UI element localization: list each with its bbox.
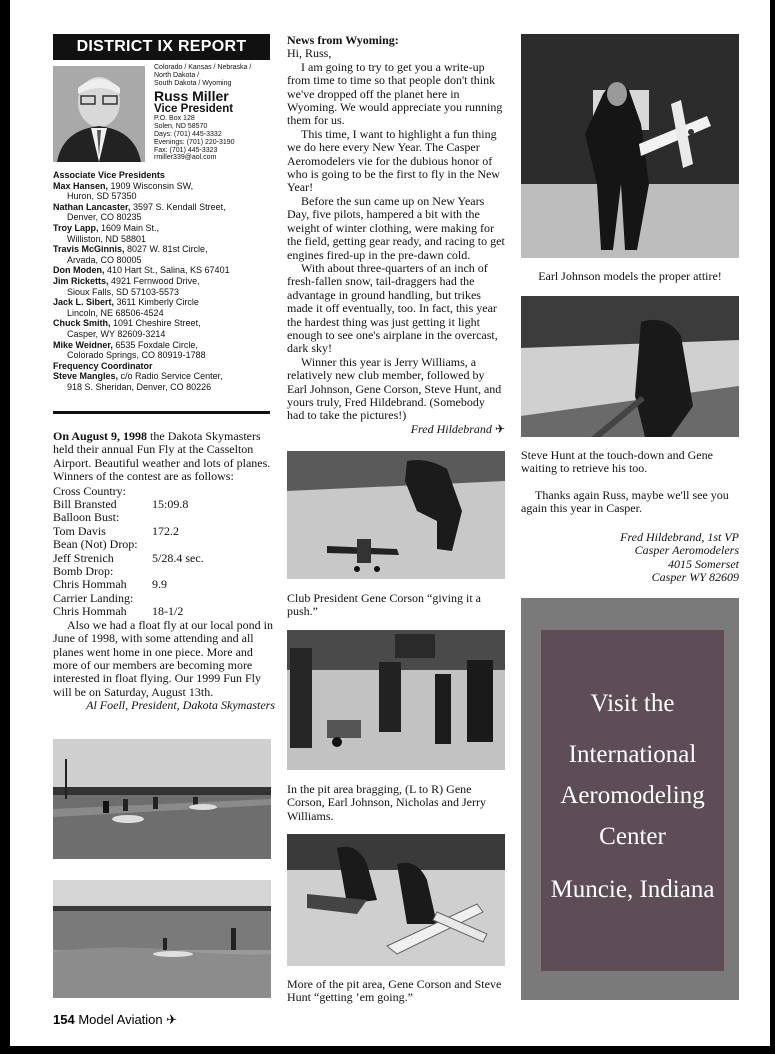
result-row: Chris Hommah 9.9 [53, 577, 167, 592]
fred-sig-line: Fred Hildebrand, 1st VP [620, 530, 739, 544]
wyoming-paragraph: Before the sun came up on New Years Day, five pilots, hampered a bit with the weight of winter clothing, were making for the field, getting gear ready, and racing to get engines fired-up in the pre-dawn cold. [287, 193, 505, 262]
results-table [53, 485, 275, 619]
steve-caption: Steve Hunt at the touch-down and Gene waiting to retrieve his too. [521, 448, 713, 476]
assoc-person: Jim Ricketts, 4921 Fernwood Drive, Sioux Falls, SD 57103-5573 [53, 275, 200, 297]
vp-email: rmiller339@aol.com [154, 154, 217, 162]
section-divider [53, 411, 270, 414]
assoc-person: Max Hansen, 1909 Wisconsin SW, Huron, SD 57350 [53, 180, 194, 202]
district-header: DISTRICT IX REPORT [53, 34, 270, 60]
assoc-person: Jack L. Sibert, 3611 Kimberly Circle Lincoln, NE 68506-4524 [53, 297, 199, 318]
ad-line: Visit the [590, 690, 675, 717]
ad-line: International [568, 741, 697, 768]
magazine-name: Model Aviation [78, 1012, 163, 1027]
result-row: Tom Davis 172.2 [53, 523, 179, 538]
vp-portrait-photo [53, 66, 145, 162]
freq-coordinator: Steve Mangles, c/o Radio Service Center, 918 S. Sheridan, Denver, CO 80226 [53, 371, 223, 392]
assoc-person: Mike Weidner, 6535 Foxdale Circle, Colorado Springs, CO 80919-1788 [53, 339, 206, 361]
page-footer [53, 1012, 177, 1028]
assoc-person: Don Moden, 410 Hart St., Salina, KS 67401 [53, 265, 230, 276]
wyoming-paragraph: I am going to try to get you a write-up from time to time so that people don't think we've dropped off the planet here in Wyoming. We would appreciate you running them for us. [287, 59, 503, 128]
result-row: Chris Hommah 18-1/2 [53, 604, 184, 619]
vp-fax: Fax: (701) 445-3323 [154, 146, 218, 154]
fred-sig-line: 4015 Somerset [668, 556, 739, 571]
dakota-paragraph: Also we had a float fly at our local pond in June of 1998, with some attending and all planes went home in one piece. More and more of our members are becoming more interested in float flying. Our 1999 Fun Fly will be on Saturday, August 13th. [53, 617, 273, 699]
ad-line: Muncie, Indiana [550, 876, 715, 903]
result-row: Carrier Landing: [53, 590, 134, 605]
assoc-person: Troy Lapp, 1609 Main St., Williston, ND 58801 [53, 222, 160, 244]
assoc-person: Nathan Lancaster, 3597 S. Kendall Street, Denver, CO 80235 [53, 201, 226, 223]
earl-johnson-photo [521, 34, 739, 258]
fred-sig-line: Casper Aeromodelers [634, 543, 739, 558]
float-fly-photo [53, 880, 271, 998]
earl-caption: Earl Johnson models the proper attire! [538, 269, 722, 283]
vp-states: South Dakota / Wyoming [154, 79, 232, 87]
funfly-photo [53, 739, 271, 859]
dakota-lead: On August 9, 1998 the Dakota Skymasters held their annual Fun Fly at the Casselton Airport. Beautiful weather and lots of planes. Winners of the contest are as follows: [53, 429, 271, 484]
airplane-icon: ✈ [166, 1012, 178, 1027]
corson-push-photo [287, 451, 505, 579]
vp-name: Russ Miller [154, 88, 229, 105]
pit-caption-2: More of the pit area, Gene Corson and Steve Hunt “getting ’em going.” [287, 977, 502, 1005]
page-number: 154 [53, 1012, 75, 1027]
result-row: Cross Country: [53, 483, 127, 498]
wyoming-paragraph: This time, I want to highlight a fun thing we do here every New Year. The Casper Aeromodelers vie for the dubious honor of who is going to be the first to fly in the New Year! [287, 126, 500, 195]
freq-heading: Frequency Coordinator [53, 360, 153, 371]
pit-caption-1: In the pit area bragging, (L to R) Gene Corson, Earl Johnson, Nicholas and Jerry Williams. [287, 782, 486, 823]
fred-sig-line: Casper WY 82609 [651, 570, 739, 585]
pit-area-photo-2 [287, 834, 505, 966]
corson-caption: Club President Gene Corson “giving it a push.” [287, 591, 481, 619]
vp-phone: Evenings: (701) 220-3190 [154, 138, 235, 146]
pit-area-photo [287, 630, 505, 770]
ad-text-panel [541, 630, 724, 971]
wyoming-signoff: Fred Hildebrand ✈ [410, 421, 505, 436]
result-row: Bill Bransted 15:09.8 [53, 497, 189, 512]
wyoming-paragraph: Winner this year is Jerry Williams, a relatively new club member, followed by Earl Johnson, Gene Corson, Steve Hunt, and yours truly, Fred Hildebrand. (Somebody had to take the pictures!) [287, 354, 502, 423]
vp-states: Colorado / Kansas / Nebraska / [154, 64, 252, 71]
vp-address: Solen, ND 58570 [154, 123, 208, 131]
wyoming-paragraph: With about three-quarters of an inch of fresh-fallen snow, tail-draggers had the advantage in ground handling, but trikes made it off eventually, too. In fact, this year the hardest thing was just getting it light enough to see one's airplane in the overcast, dark sky! [287, 260, 498, 356]
assoc-heading: Associate Vice Presidents [53, 170, 165, 180]
magazine-page [10, 0, 770, 1046]
wyoming-article [287, 34, 505, 436]
result-row: Balloon Bust: [53, 510, 120, 525]
dakota-article [53, 430, 275, 713]
result-row: Bean (Not) Drop: [53, 537, 138, 552]
ad-line: Aeromodeling [560, 782, 705, 809]
vp-title: Vice President [154, 103, 234, 116]
thanks-paragraph: Thanks again Russ, maybe we'll see you again this year in Casper. [521, 488, 729, 516]
iac-advertisement [521, 598, 739, 1000]
associate-vp-list [53, 170, 275, 392]
vp-address: P.O. Box 128 [154, 115, 195, 123]
airplane-icon: ✈ [494, 421, 505, 436]
vp-contact [154, 64, 274, 162]
steve-hunt-photo [521, 296, 739, 437]
ad-line: Center [599, 823, 666, 850]
vp-states: North Dakota / [154, 71, 200, 79]
assoc-person: Travis McGinnis, 8027 W. 81st Circle, Arvada, CO 80005 [53, 244, 208, 265]
wyoming-heading: News from Wyoming: [287, 33, 399, 47]
result-row: Jeff Strenich 5/28.4 sec. [53, 550, 204, 565]
result-row: Bomb Drop: [53, 564, 114, 579]
assoc-person: Chuck Smith, 1091 Cheshire Street, Casper, WY 82609-3214 [53, 318, 201, 339]
dakota-signoff: Al Foell, President, Dakota Skymasters [86, 698, 275, 713]
vp-phone: Days: (701) 445-3332 [154, 130, 222, 138]
fred-signature [521, 531, 739, 585]
wyoming-greeting: Hi, Russ, [287, 46, 332, 61]
